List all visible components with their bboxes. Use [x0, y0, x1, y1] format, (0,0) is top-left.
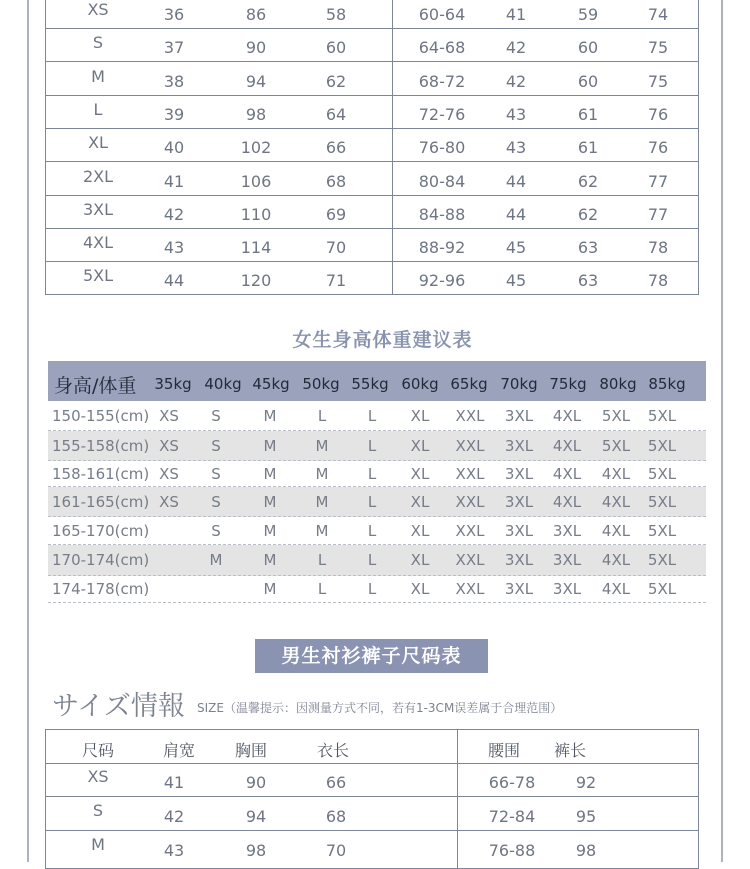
- table-cell: 43: [505, 104, 527, 124]
- women-chart-title: 女生身高体重建议表: [292, 329, 473, 351]
- table-cell: 90: [245, 773, 267, 792]
- table-cell: 68: [325, 807, 347, 826]
- table-cell: 43: [505, 138, 527, 158]
- size-cell: M: [315, 522, 329, 540]
- table-cell: 98: [575, 841, 597, 860]
- size-cell: L: [367, 522, 377, 540]
- size-cell: 4XL: [552, 492, 582, 511]
- size-cell: 4XL: [601, 551, 631, 569]
- size-cell: XS: [159, 407, 179, 425]
- size-cell: XS: [159, 492, 179, 511]
- table-cell: 45: [505, 238, 527, 258]
- table-cell: 92-96: [418, 271, 466, 291]
- size-cell: 5XL: [647, 522, 677, 540]
- table-cell: 62: [577, 204, 599, 224]
- table-cell: 75: [647, 71, 669, 91]
- size-cell: S: [211, 522, 221, 540]
- size-cell: L: [317, 580, 327, 598]
- size-cell: 3XL: [504, 407, 534, 425]
- row-height-label: 155-158(cm): [52, 436, 150, 455]
- header-weight: 45kg: [252, 375, 290, 393]
- table-row: [46, 0, 698, 29]
- size-cell: 3XL: [552, 522, 582, 540]
- table-cell: 40: [163, 138, 185, 158]
- size-cell: M: [315, 492, 329, 511]
- table-cell: 80-84: [418, 171, 466, 191]
- size-cell: M: [209, 551, 223, 569]
- row-line: [46, 830, 698, 831]
- size-cell: 4XL: [601, 522, 631, 540]
- header-height-weight: 身高/体重: [54, 375, 137, 397]
- size-cell: 4XL: [552, 407, 582, 425]
- table-cell: 42: [505, 71, 527, 91]
- table-cell: 44: [505, 171, 527, 191]
- size-note: SIZE（温馨提示：因测量方式不同，若有1-3CM误差属于合理范围）: [197, 701, 563, 715]
- table-cell: 66: [325, 138, 347, 158]
- size-cell: XL: [410, 407, 430, 425]
- column-header: 腰围: [487, 741, 521, 760]
- row-height-label: 170-174(cm): [52, 551, 150, 569]
- size-cell: S: [211, 492, 221, 511]
- table-cell: S: [92, 801, 104, 820]
- frame-right-border: [721, 0, 723, 862]
- size-cell: XL: [410, 464, 430, 483]
- size-cell: XXL: [455, 492, 485, 511]
- table-cell: 70: [325, 238, 347, 258]
- size-cell: XS: [159, 436, 179, 455]
- size-cell: L: [317, 407, 327, 425]
- header-weight: 50kg: [302, 375, 340, 393]
- table-cell: 68: [325, 171, 347, 191]
- size-cell: M: [263, 464, 277, 483]
- table-cell: M: [91, 835, 105, 854]
- size-cell: 5XL: [647, 464, 677, 483]
- table-cell: 76: [647, 104, 669, 124]
- table-cell: 44: [505, 204, 527, 224]
- size-cell: L: [367, 436, 377, 455]
- size-cell: L: [367, 580, 377, 598]
- size-cell: XXL: [455, 407, 485, 425]
- header-weight: 60kg: [401, 375, 439, 393]
- table-cell: 72-76: [418, 104, 466, 124]
- row-height-label: 150-155(cm): [52, 407, 150, 425]
- table-cell: 60: [325, 38, 347, 58]
- size-cell: M: [263, 580, 277, 598]
- row-height-label: 158-161(cm): [52, 464, 150, 483]
- table-cell: 45: [505, 271, 527, 291]
- table-cell: 94: [245, 71, 267, 91]
- table-cell: 78: [647, 238, 669, 258]
- size-cell: 3XL: [504, 464, 534, 483]
- size-cell: XL: [410, 551, 430, 569]
- size-cell: XL: [410, 492, 430, 511]
- size-cell: 3XL: [552, 580, 582, 598]
- table-cell: 84-88: [418, 204, 466, 224]
- table-row: [46, 29, 698, 62]
- table-cell: 72-84: [488, 807, 536, 826]
- table-row: [48, 576, 706, 603]
- table-cell: 44: [163, 271, 185, 291]
- table-cell: 77: [647, 171, 669, 191]
- row-line: [46, 796, 698, 797]
- size-cell: 3XL: [504, 436, 534, 455]
- table-cell: 98: [245, 104, 267, 124]
- table-cell: 95: [575, 807, 597, 826]
- top-size-table: [45, 0, 699, 295]
- size-cell: XXL: [455, 436, 485, 455]
- men-chart-banner: 男生衬衫裤子尺码表: [255, 639, 488, 673]
- header-weight: 75kg: [549, 375, 587, 393]
- table-row: [46, 163, 698, 196]
- size-cell: M: [263, 492, 277, 511]
- table-row: [48, 402, 706, 431]
- size-cell: 4XL: [601, 580, 631, 598]
- table-cell: 39: [163, 104, 185, 124]
- row-height-label: 165-170(cm): [52, 522, 150, 540]
- size-cell: M: [263, 522, 277, 540]
- men-size-table: [45, 729, 699, 869]
- size-cell: S: [211, 436, 221, 455]
- size-cell: XL: [410, 436, 430, 455]
- table-cell: 68-72: [418, 71, 466, 91]
- table-row: [48, 545, 706, 576]
- table-cell: 76-88: [488, 841, 536, 860]
- table-row: [46, 262, 698, 295]
- table-cell: 42: [163, 807, 185, 826]
- table-cell: 69: [325, 204, 347, 224]
- size-cell: XXL: [455, 551, 485, 569]
- table-row: [46, 196, 698, 229]
- size-cell: 3XL: [504, 551, 534, 569]
- table-cell: 92: [575, 773, 597, 792]
- table-cell: 90: [245, 38, 267, 58]
- table-cell: XS: [87, 0, 109, 19]
- table-cell: 86: [245, 5, 267, 24]
- table-row: [46, 63, 698, 96]
- table-cell: 43: [163, 841, 185, 860]
- table-cell: 41: [163, 171, 185, 191]
- table-cell: 71: [325, 271, 347, 291]
- size-cell: 4XL: [552, 436, 582, 455]
- header-weight: 35kg: [154, 375, 192, 393]
- size-cell: 3XL: [504, 522, 534, 540]
- table-cell: L: [93, 99, 103, 119]
- table-cell: XL: [88, 133, 108, 153]
- size-info-title: サイズ情報: [52, 691, 185, 722]
- frame-left-border: [27, 0, 29, 862]
- size-cell: M: [263, 407, 277, 425]
- table-cell: 43: [163, 238, 185, 258]
- table-cell: 59: [577, 5, 599, 24]
- table-cell: 36: [163, 5, 185, 24]
- table-cell: 106: [240, 171, 272, 191]
- table-cell: 58: [325, 5, 347, 24]
- table-cell: 78: [647, 271, 669, 291]
- size-cell: XS: [159, 464, 179, 483]
- table-cell: 77: [647, 204, 669, 224]
- size-cell: 5XL: [601, 436, 631, 455]
- header-weight: 70kg: [500, 375, 538, 393]
- size-cell: 4XL: [552, 464, 582, 483]
- size-cell: 3XL: [552, 551, 582, 569]
- size-cell: 4XL: [601, 464, 631, 483]
- table-cell: 66-78: [488, 773, 536, 792]
- table-cell: 75: [647, 38, 669, 58]
- table-cell: 5XL: [82, 266, 114, 286]
- table-cell: 98: [245, 841, 267, 860]
- table-cell: 94: [245, 807, 267, 826]
- size-cell: L: [367, 464, 377, 483]
- table-cell: 63: [577, 238, 599, 258]
- table-cell: 60-64: [418, 5, 466, 24]
- table-cell: 64: [325, 104, 347, 124]
- size-cell: L: [367, 407, 377, 425]
- header-weight: 40kg: [204, 375, 242, 393]
- size-cell: XL: [410, 522, 430, 540]
- header-weight: 85kg: [648, 375, 686, 393]
- table-cell: 4XL: [82, 233, 114, 253]
- table-cell: 38: [163, 71, 185, 91]
- table-cell: 62: [325, 71, 347, 91]
- table-cell: 41: [505, 5, 527, 24]
- column-header: 胸围: [234, 741, 268, 760]
- table-cell: 37: [163, 38, 185, 58]
- table-cell: 76: [647, 138, 669, 158]
- table-cell: 74: [647, 5, 669, 24]
- size-cell: XXL: [455, 464, 485, 483]
- size-cell: L: [317, 551, 327, 569]
- table-cell: 2XL: [82, 166, 114, 186]
- column-header: 尺码: [81, 741, 115, 760]
- row-height-label: 174-178(cm): [52, 580, 150, 598]
- table-cell: M: [91, 66, 105, 86]
- table-cell: 61: [577, 104, 599, 124]
- size-cell: S: [211, 464, 221, 483]
- table-cell: 60: [577, 38, 599, 58]
- column-header: 裤长: [553, 741, 587, 760]
- table-cell: 70: [325, 841, 347, 860]
- table-cell: 102: [240, 138, 272, 158]
- table-cell: 60: [577, 71, 599, 91]
- size-cell: S: [211, 407, 221, 425]
- size-cell: M: [315, 464, 329, 483]
- table-row: [48, 431, 706, 461]
- table-cell: 3XL: [82, 199, 114, 219]
- table-cell: 110: [240, 204, 272, 224]
- table-divider: [457, 730, 458, 868]
- column-header: 衣长: [316, 741, 350, 760]
- table-cell: 66: [325, 773, 347, 792]
- table-cell: 63: [577, 271, 599, 291]
- size-cell: 5XL: [647, 407, 677, 425]
- size-cell: 5XL: [647, 436, 677, 455]
- table-cell: 61: [577, 138, 599, 158]
- table-cell: XS: [87, 767, 109, 786]
- table-cell: 42: [505, 38, 527, 58]
- size-cell: M: [263, 551, 277, 569]
- size-cell: 4XL: [601, 492, 631, 511]
- column-header: 肩宽: [162, 741, 196, 760]
- size-cell: XL: [410, 580, 430, 598]
- header-weight: 80kg: [599, 375, 637, 393]
- size-cell: M: [263, 436, 277, 455]
- size-cell: 5XL: [647, 492, 677, 511]
- size-cell: 3XL: [504, 492, 534, 511]
- table-row: [48, 461, 706, 487]
- table-cell: 41: [163, 773, 185, 792]
- table-cell: 62: [577, 171, 599, 191]
- size-cell: 5XL: [647, 580, 677, 598]
- women-chart-header: [48, 361, 706, 401]
- size-cell: L: [367, 492, 377, 511]
- table-row: [46, 96, 698, 129]
- header-weight: 55kg: [351, 375, 389, 393]
- table-cell: S: [92, 33, 104, 53]
- table-row: [48, 487, 706, 517]
- size-cell: 5XL: [647, 551, 677, 569]
- row-line: [46, 763, 698, 764]
- row-line: [392, 294, 698, 295]
- size-cell: 3XL: [504, 580, 534, 598]
- table-cell: 64-68: [418, 38, 466, 58]
- header-weight: 65kg: [450, 375, 488, 393]
- row-height-label: 161-165(cm): [52, 492, 150, 511]
- size-cell: 5XL: [601, 407, 631, 425]
- size-cell: M: [315, 436, 329, 455]
- size-cell: XXL: [455, 522, 485, 540]
- size-cell: XXL: [455, 580, 485, 598]
- table-cell: 88-92: [418, 238, 466, 258]
- table-cell: 42: [163, 204, 185, 224]
- row-line: [46, 294, 392, 295]
- table-cell: 114: [240, 238, 272, 258]
- table-cell: 76-80: [418, 138, 466, 158]
- table-row: [46, 129, 698, 162]
- size-cell: L: [367, 551, 377, 569]
- table-row: [48, 518, 706, 545]
- table-row: [46, 229, 698, 262]
- table-cell: 120: [240, 271, 272, 291]
